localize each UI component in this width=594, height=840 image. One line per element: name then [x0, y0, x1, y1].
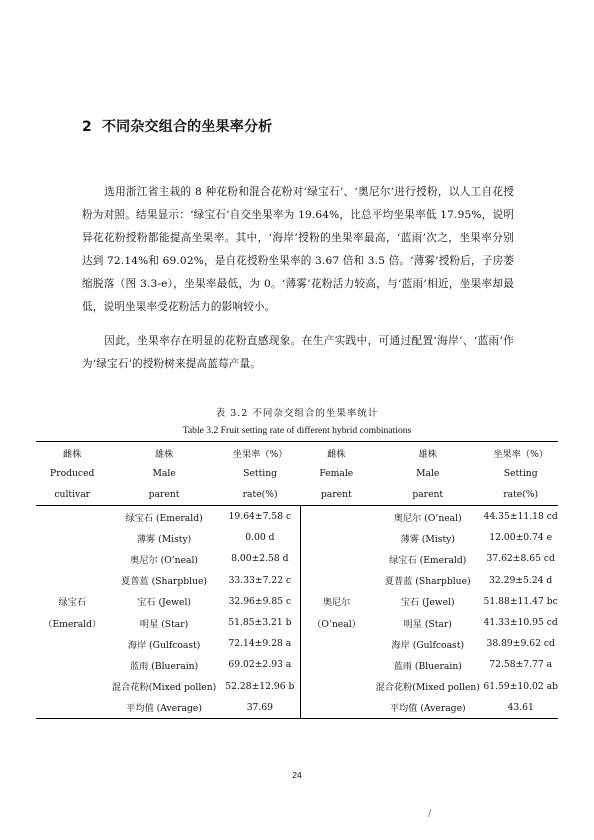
male-parent-cell: 奥尼尔 (O’neal)	[130, 554, 199, 566]
header-cell: 雄株	[372, 442, 483, 464]
header-cell: cultivar	[36, 484, 108, 506]
male-parent-cell: 平均值 (Average)	[108, 697, 219, 719]
setting-rate-cell: 37.62±8.65 cd	[486, 553, 555, 565]
header-cell: parent	[108, 484, 219, 506]
table-header	[36, 442, 558, 506]
female-parent-cell	[36, 527, 108, 548]
header-cell: Setting	[503, 468, 538, 479]
header-row	[36, 463, 558, 484]
table-row	[36, 506, 558, 528]
table-row	[36, 676, 558, 697]
section-number: 2	[82, 119, 92, 135]
setting-rate-cell: 51.88±11.47 bc	[483, 595, 558, 607]
table-row	[36, 570, 558, 591]
setting-rate-cell: 38.89±9.62 cd	[486, 638, 555, 650]
table-row	[36, 697, 558, 719]
table-caption-english: Table 3.2 Fruit setting rate of different hybrid combinations	[182, 425, 412, 436]
female-parent-cell: （Emerald）	[43, 618, 102, 630]
table-row	[36, 633, 558, 654]
setting-rate-cell: 41.33±10.95 cd	[483, 617, 558, 629]
header-cell: Setting	[243, 468, 278, 479]
body-paragraph-2: 因此，坐果率存在明显的花粉直感现象。在生产实践中，可通过配置‘海岸’、‘蓝雨’作为‘绿宝石’的授粉树来提高蓝莓产量。	[82, 335, 514, 370]
header-row	[36, 442, 558, 464]
male-parent-cell: 海岸 (Gulfcoast)	[391, 639, 465, 651]
male-parent-cell: 绿宝石 (Emerald)	[389, 554, 467, 566]
male-parent-cell: 绿宝石 (Emerald)	[125, 512, 203, 524]
male-parent-cell: 海岸 (Gulfcoast)	[127, 639, 201, 651]
header-cell: 坐果率（%）	[220, 442, 301, 464]
header-cell: rate(%)	[220, 484, 301, 506]
header-row	[36, 484, 558, 506]
male-parent-cell: 宝石 (Jewel)	[137, 597, 191, 609]
header-cell: 雄株	[108, 442, 219, 464]
setting-rate-cell: 19.64±7.58 c	[220, 506, 301, 528]
male-parent-cell: 夏普蓝 (Sharpblue)	[121, 576, 207, 588]
male-parent-cell: 夏普蓝 (Sharpblue)	[384, 576, 471, 588]
table-row	[36, 527, 558, 548]
female-parent-cell	[301, 527, 373, 548]
female-parent-cell	[301, 570, 373, 591]
male-parent-cell: 明星 (Star)	[139, 618, 189, 630]
table-body	[36, 506, 558, 719]
setting-rate-cell: 32.29±5.24 d	[489, 574, 553, 586]
table-row	[36, 612, 558, 633]
section-heading	[82, 116, 272, 136]
female-parent-cell	[36, 548, 108, 569]
setting-rate-cell: 72.58±7.77 a	[489, 659, 553, 671]
setting-rate-cell: 33.33±7.22 c	[220, 570, 301, 591]
header-cell: 坐果率（%）	[483, 442, 558, 464]
female-parent-cell	[301, 654, 373, 675]
male-parent-cell: 薄雾 (Misty)	[136, 533, 192, 545]
setting-rate-cell: 61.59±10.02 ab	[483, 680, 558, 692]
setting-rate-cell: 37.69	[220, 697, 301, 719]
female-parent-cell	[301, 506, 373, 528]
table-row	[36, 591, 558, 612]
header-cell: parent	[372, 484, 483, 506]
female-parent-cell	[36, 654, 108, 675]
setting-rate-cell: 72.14±9.28 a	[220, 633, 301, 654]
setting-rate-cell: 8.00±2.58 d	[220, 548, 301, 569]
setting-rate-cell: 0.00 d	[220, 527, 301, 548]
female-parent-cell	[301, 548, 373, 569]
female-parent-cell	[36, 676, 108, 697]
female-parent-cell: 绿宝石	[58, 597, 86, 609]
female-parent-cell	[301, 633, 373, 654]
male-parent-cell: 薄雾 (Misty)	[400, 533, 455, 545]
setting-rate-cell: 51.85±3.21 b	[220, 612, 301, 633]
corner-mark: /	[428, 808, 432, 819]
header-cell: Female	[319, 468, 354, 479]
female-parent-cell	[36, 633, 108, 654]
page-number: 24	[292, 770, 302, 780]
male-parent-cell: 蓝雨 (Bluerain)	[393, 660, 462, 672]
header-cell: Male	[152, 468, 176, 479]
table-row	[36, 548, 558, 569]
header-cell: rate(%)	[483, 484, 558, 506]
male-parent-cell: 平均值 (Average)	[372, 697, 483, 719]
setting-rate-cell: 52.28±12.96 b	[220, 676, 301, 697]
header-cell: parent	[301, 484, 373, 506]
setting-rate-cell: 69.02±2.93 a	[220, 654, 301, 675]
setting-rate-cell: 44.35±11.18 cd	[483, 511, 558, 523]
male-parent-cell: 混合花粉(Mixed pollen)	[111, 682, 217, 694]
section-title: 不同杂交组合的坐果率分析	[101, 119, 273, 135]
male-parent-cell: 混合花粉(Mixed pollen)	[375, 682, 480, 694]
header-cell: Male	[416, 468, 440, 479]
table-row	[36, 654, 558, 675]
body-paragraph-1: 选用浙江省主栽的 8 种花粉和混合花粉对‘绿宝石’、‘奥尼尔’进行授粉，以人工自花授粉为对照。结果显示：‘绿宝石’自交坐果率为 19.64%，比总平均坐果率低 17.95%，说明异花花粉授粉都能提高坐果率。其中，‘海岸’授粉的坐果率最高，‘蓝雨’次之，坐果率分别达到 72.14%和 69.02%，是自花授粉坐果率的 3.67 倍和 3.5 倍。‘薄雾’授粉后，子房萎缩脱落（图 3.3-e），坐果率最低，为 0。‘薄雾’花粉活力较高，与‘蓝雨’相近，坐果率却最低，说明坐果率受花粉活力的影响较小。	[82, 186, 514, 313]
table-caption-chinese: 表 3.2 不同杂交组合的坐果率统计	[215, 408, 379, 419]
setting-rate-cell: 32.96±9.85 c	[220, 591, 301, 612]
header-cell: 雌株	[301, 442, 373, 464]
female-parent-cell	[36, 697, 108, 719]
header-cell: 雌株	[36, 442, 108, 464]
setting-rate-cell: 12.00±0.74 e	[489, 532, 553, 544]
male-parent-cell: 蓝雨 (Bluerain)	[129, 660, 199, 672]
female-parent-cell	[301, 697, 373, 719]
female-parent-cell: 奥尼尔	[322, 597, 351, 609]
female-parent-cell: （O’neal）	[312, 618, 361, 630]
female-parent-cell	[36, 570, 108, 591]
female-parent-cell	[301, 676, 373, 697]
male-parent-cell: 宝石 (Jewel)	[400, 597, 455, 609]
fruit-setting-rate-table	[36, 441, 558, 719]
female-parent-cell	[36, 506, 108, 528]
male-parent-cell: 明星 (Star)	[403, 618, 452, 630]
header-cell: Produced	[50, 468, 95, 479]
male-parent-cell: 奥尼尔 (O’neal)	[393, 512, 462, 524]
setting-rate-cell: 43.61	[483, 697, 558, 719]
